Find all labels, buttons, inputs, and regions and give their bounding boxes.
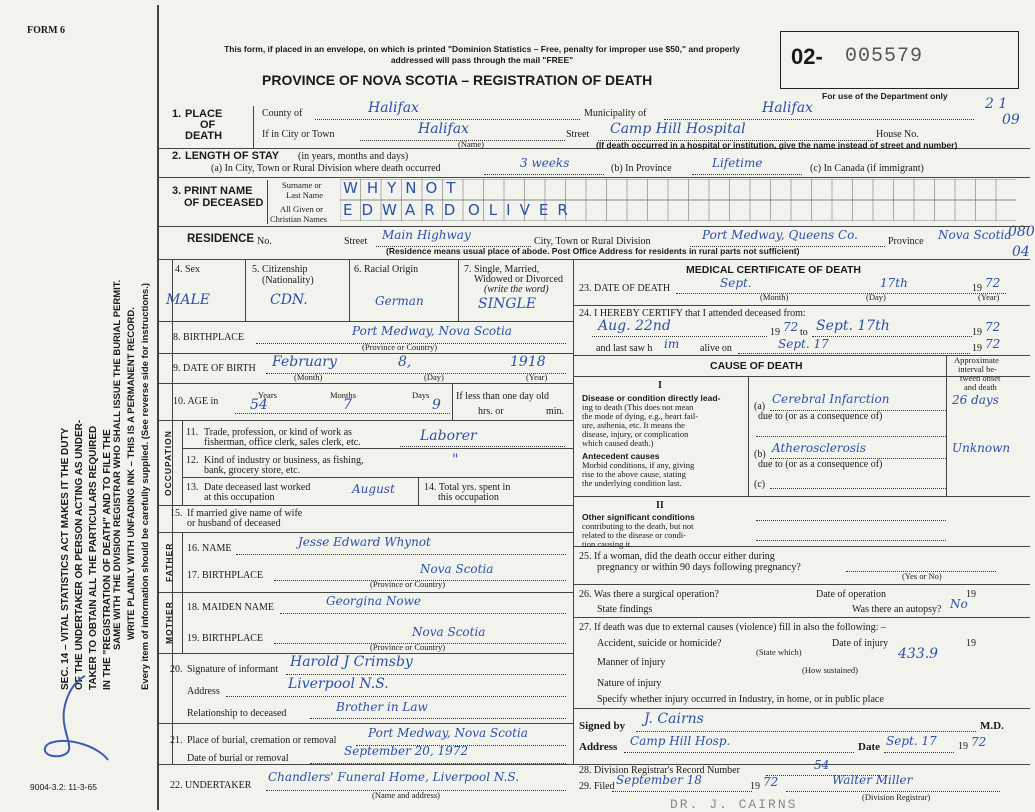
manner-code: 433.9	[898, 646, 939, 662]
residence-label: RESIDENCE	[187, 233, 255, 245]
occupation-side-label: OCCUPATION	[163, 430, 173, 496]
last-saw-year: 72	[985, 337, 1001, 351]
undertaker-value: Chandlers' Funeral Home, Liverpool N.S.	[268, 770, 520, 784]
registrar-caption: (Division Registrar)	[862, 792, 931, 802]
house-number-label: House No.	[876, 129, 919, 140]
q24-to-label: to	[800, 327, 808, 338]
burial-date-label: Date of burial or removal	[187, 753, 289, 764]
q23-month-caption: (Month)	[760, 292, 789, 302]
q23-month: Sept.	[720, 276, 752, 290]
antecedent-label-4: the underlying condition last.	[582, 478, 682, 488]
registration-prefix: 02-	[791, 44, 823, 69]
q29-year-prefix: 19	[750, 781, 760, 792]
hrs-label: hrs. or	[478, 406, 504, 417]
length-of-stay-num: 2.	[172, 150, 182, 162]
cause-of-death-header: CAUSE OF DEATH	[710, 360, 803, 372]
q11-num: 11.	[186, 427, 199, 438]
print-name-num: 3.	[172, 185, 182, 197]
given-label-2: Christian Names	[270, 214, 327, 224]
q26-label: 26. Was there a surgical operation?	[579, 589, 719, 600]
informant-address: Liverpool N.S.	[288, 676, 389, 692]
given-label-1: All Given or	[280, 204, 323, 214]
interval-header-3: tween onset	[960, 373, 1001, 383]
racial-origin-value: German	[375, 294, 424, 308]
alive-on-label: alive on	[700, 343, 732, 354]
cause-a-value: Cerebral Infarction	[772, 392, 890, 406]
interval-header-4: and death	[964, 382, 997, 392]
form-number: FORM 6	[27, 25, 66, 36]
scribble-mark	[30, 668, 120, 768]
q12-label-2: bank, grocery store, etc.	[204, 465, 301, 476]
county-label: County of	[262, 108, 303, 119]
q23-year: 72	[985, 276, 1001, 290]
nature-label: Nature of injury	[597, 678, 662, 689]
q29-label: 29. Filed	[579, 781, 615, 792]
print-name-label: PRINT NAME	[184, 185, 253, 197]
relationship-value: Brother in Law	[336, 700, 428, 714]
q14-label-1: 14. Total yrs. spent in	[424, 482, 511, 493]
registration-number: 005579	[845, 45, 924, 68]
registration-number-box	[780, 31, 1019, 89]
cert-year-prefix: 19	[958, 741, 968, 752]
residence-note: (Residence means usual place of abode. Post Office Address for residents in rural parts not sufficient)	[386, 246, 800, 256]
sidebar-line-4: IN THE "REGISTRATION OF DEATH" AND TO FILE THE	[102, 429, 113, 690]
q25-caption: (Yes or No)	[902, 571, 942, 581]
interval-header-1: Approximate	[954, 355, 999, 365]
informant-sig-label: Signature of informant	[187, 664, 279, 675]
residence-province-label: Province	[888, 236, 924, 247]
cause-a-label: (a)	[754, 401, 766, 412]
other-label-3: related to the disease or condi-	[582, 530, 687, 540]
q15-num: 15.	[170, 508, 183, 519]
antecedent-label-2: Morbid conditions, if any, giving	[582, 460, 695, 470]
cert-date-value: Sept. 17	[886, 734, 937, 748]
mother-birthplace-caption: (Province or Country)	[370, 642, 446, 652]
state-which-caption: (State which)	[756, 647, 802, 657]
other-label-1: Other significant conditions	[582, 512, 695, 522]
dob-year-caption: (Year)	[526, 372, 548, 382]
q14-label-2: this occupation	[438, 492, 499, 503]
mail-notice: This form, if placed in an envelope, on which is printed "Dominion Statistics – Free, penalty for improper use $50," and properly addressed will pass through the mail "FREE"	[224, 44, 740, 65]
marital-label-3: (write the word)	[484, 284, 549, 295]
q13-value: August	[352, 482, 395, 496]
place-label: PLACE	[185, 108, 223, 120]
due-to-label-a: due to (or as a consequence of)	[758, 411, 883, 422]
street-value: Camp Hill Hospital	[610, 121, 746, 137]
dob-day: 8,	[398, 354, 412, 370]
autopsy-label: Was there an autopsy?	[852, 604, 942, 615]
autopsy-value: No	[950, 597, 968, 611]
relationship-label: Relationship to deceased	[187, 708, 287, 719]
sidebar-line-3: TAKER TO OBTAIN ALL THE PARTICULARS REQUIRED	[88, 425, 99, 690]
specify-label: Specify whether injury occurred in Industry, in home, or in public place	[597, 694, 884, 705]
of-label: OF	[200, 119, 216, 131]
q12-value: "	[452, 452, 459, 468]
disease-label-4: ure, asthenia, etc. It means the	[582, 420, 685, 430]
q24-from: Aug. 22nd	[598, 318, 671, 334]
place-of-death-num: 1.	[172, 108, 182, 120]
other-label-2: contributing to the death, but not	[582, 521, 694, 531]
q28-value: 54	[814, 758, 830, 772]
birthplace-value: Port Medway, Nova Scotia	[352, 324, 512, 338]
q13-label-1: Date deceased last worked	[204, 482, 311, 493]
dob-label: 9. DATE OF BIRTH	[173, 363, 256, 374]
of-deceased-label: OF DECEASED	[184, 197, 264, 209]
age-years-value: 54	[250, 397, 268, 413]
municipality-value: Halifax	[762, 100, 813, 116]
father-name-value: Jesse Edward Whynot	[298, 535, 431, 549]
citizenship-label-1: 5. Citizenship	[252, 264, 308, 275]
how-sustained-caption: (How sustained)	[802, 665, 858, 675]
residence-city-label: City, Town or Rural Division	[534, 236, 651, 247]
injury-date-label: Date of injury	[832, 638, 889, 649]
father-birthplace-caption: (Province or Country)	[370, 579, 446, 589]
last-saw-label: and last saw h	[596, 343, 653, 354]
sidebar-line-6: WRITE PLAINLY WITH UNFADING INK – THIS IS A PERMANENT RECORD.	[126, 307, 137, 640]
mother-maiden-label: 18. MAIDEN NAME	[187, 602, 274, 613]
disease-label-2: ing to death (This does not mean	[582, 402, 694, 412]
other-label-4: tion causing it.	[582, 539, 633, 549]
sidebar-line-2: OF THE UNDERTAKER OR PERSON ACTING AS UNDER-	[74, 419, 85, 690]
hospital-note: (If death occurred in a hospital or institution, give the name instead of street and number)	[596, 140, 958, 150]
sex-label: 4. Sex	[175, 264, 200, 275]
cause-b-label: (b)	[754, 449, 766, 460]
age-label: 10. AGE in	[173, 396, 219, 407]
cert-address-value: Camp Hill Hosp.	[630, 734, 731, 748]
residence-street-label: Street	[344, 236, 368, 247]
undertaker-label: 22. UNDERTAKER	[170, 780, 252, 791]
disease-label-5: disease, injury, or complication	[582, 429, 689, 439]
mother-maiden-value: Georgina Nowe	[326, 594, 421, 608]
dob-month-caption: (Month)	[294, 372, 323, 382]
sidebar-line-1: SEC. 14 – VITAL STATISTICS ACT MAKES IT THE DUTY	[60, 427, 71, 690]
less-than-day-label: If less than one day old	[456, 391, 550, 402]
death-label: DEATH	[185, 130, 223, 142]
q11-label-1: Trade, profession, or kind of work as	[204, 427, 352, 438]
q24-to-year: 72	[985, 320, 1001, 334]
age-months-label: Months	[330, 390, 356, 400]
sidebar-line-7: Every item of information should be carefully supplied. (See reverse side for instructions.)	[140, 282, 151, 690]
mother-birthplace-value: Nova Scotia	[412, 625, 486, 639]
doctor-stamp: DR. J. CAIRNS	[670, 797, 798, 812]
cause-b-value: Atherosclerosis	[772, 441, 867, 455]
q23-day-caption: (Day)	[866, 292, 886, 302]
mother-birthplace-label: 19. BIRTHPLACE	[187, 633, 264, 644]
q24-from-year: 72	[783, 320, 799, 334]
manner-label: Manner of injury	[597, 657, 666, 668]
marital-label-1: 7. Single, Married,	[464, 264, 540, 275]
state-findings-label: State findings	[597, 604, 653, 615]
residence-no-label: No.	[257, 236, 272, 247]
father-side-label: FATHER	[164, 542, 174, 582]
surname-label-2: Last Name	[286, 190, 324, 200]
citizenship-label-2: (Nationality)	[262, 275, 314, 286]
signed-by-value: J. Cairns	[644, 711, 704, 727]
age-days-value: 9	[432, 397, 441, 413]
city-value: Halifax	[418, 121, 469, 137]
cause-part-2: II	[656, 500, 664, 511]
stay-b-value: Lifetime	[712, 156, 763, 170]
dept-code-2: 09	[1002, 112, 1020, 128]
dept-code-3: 080	[1008, 224, 1035, 240]
footer-code: 9004-3.2: 11-3-65	[30, 782, 97, 792]
cause-a-interval: 26 days	[952, 393, 999, 407]
disease-label-6: which caused death.)	[582, 438, 654, 448]
disease-label-3: the mode of dying, e.g., heart fail-	[582, 411, 699, 421]
q24-to-year-prefix: 19	[972, 327, 982, 338]
cause-c-label: (c)	[754, 479, 766, 490]
q20-num: 20.	[170, 664, 183, 675]
cause-b-interval: Unknown	[952, 441, 1011, 455]
form-title: PROVINCE OF NOVA SCOTIA – REGISTRATION OF DEATH	[262, 72, 653, 88]
interval-header-2: interval be-	[958, 364, 997, 374]
informant-address-label: Address	[187, 686, 220, 697]
birthplace-label: 8. BIRTHPLACE	[173, 332, 245, 343]
residence-city-value: Port Medway, Queens Co.	[702, 228, 858, 242]
cert-year: 72	[971, 735, 987, 749]
municipality-label: Municipality of	[584, 108, 647, 119]
q13-label-2: at this occupation	[204, 492, 275, 503]
dept-use-label: For use of the Department only	[822, 91, 948, 101]
q11-label-2: fisherman, office clerk, sales clerk, etc.	[204, 437, 361, 448]
md-label: M.D.	[980, 720, 1004, 732]
length-of-stay-unit: (in years, months and days)	[298, 151, 409, 162]
medical-header: MEDICAL CERTIFICATE OF DEATH	[686, 264, 861, 276]
father-birthplace-label: 17. BIRTHPLACE	[187, 570, 264, 581]
sex-value: MALE	[166, 292, 210, 308]
county-value: Halifax	[368, 100, 419, 116]
residence-street-value: Main Highway	[382, 228, 471, 242]
injury-year-prefix: 19	[966, 638, 976, 649]
stay-c-label: (c) In Canada (if immigrant)	[810, 163, 924, 174]
dob-year: 1918	[510, 354, 546, 370]
q25-label-1: 25. If a woman, did the death occur either during	[579, 551, 775, 562]
q12-num: 12.	[186, 455, 199, 466]
city-name-caption: (Name)	[458, 139, 484, 149]
q15-label-2: or husband of deceased	[187, 518, 281, 529]
q23-label: 23. DATE OF DEATH	[579, 283, 671, 294]
last-saw-date: Sept. 17	[778, 337, 829, 351]
marital-value: SINGLE	[478, 296, 537, 312]
q29-date: September 18	[616, 773, 702, 787]
cause-part-1: I	[658, 380, 662, 391]
racial-origin-label: 6. Racial Origin	[354, 264, 419, 275]
street-label: Street	[566, 129, 590, 140]
father-name-label: 16. NAME	[187, 543, 232, 554]
q24-label: 24. I HEREBY CERTIFY that I attended deceased from:	[579, 308, 806, 319]
citizenship-value: CDN.	[270, 292, 308, 308]
q11-value: Laborer	[420, 428, 477, 444]
q26-year-prefix: 19	[966, 589, 976, 600]
q24-from-year-prefix: 19	[770, 327, 780, 338]
due-to-label-b: due to (or as a consequence of)	[758, 459, 883, 470]
disease-label-1: Disease or condition directly lead-	[582, 393, 721, 403]
registrar-signature: Walter Miller	[832, 773, 913, 787]
antecedent-label-3: rise to the above cause, stating	[582, 469, 686, 479]
city-label: If in City or Town	[262, 129, 335, 140]
given-name-2-value: OLIVER	[468, 201, 577, 219]
marital-label-2: Widowed or Divorced	[474, 274, 564, 285]
dob-month: February	[272, 354, 337, 370]
q13-num: 13.	[186, 482, 199, 493]
age-days-label: Days	[412, 390, 430, 400]
mother-side-label: MOTHER	[164, 601, 174, 644]
signed-by-label: Signed by	[579, 720, 626, 732]
q27-label: 27. If death was due to external causes (violence) fill in also the following: –	[579, 622, 886, 633]
last-saw-year-prefix: 19	[972, 343, 982, 354]
last-saw-him: im	[664, 337, 680, 351]
stay-a-value: 3 weeks	[520, 156, 570, 170]
dob-day-caption: (Day)	[424, 372, 444, 382]
q28-label: 28. Division Registrar's Record Number	[579, 765, 740, 776]
stay-a-label: (a) In City, Town or Rural Division where death occurred	[211, 163, 441, 174]
residence-province-value: Nova Scotia	[938, 228, 1012, 242]
q23-year-caption: (Year)	[978, 292, 1000, 302]
q21-num: 21.	[170, 735, 183, 746]
cert-address-label: Address	[579, 741, 618, 753]
stay-b-label: (b) In Province	[611, 163, 672, 174]
surname-value: WHYNOT	[343, 179, 465, 197]
burial-place-value: Port Medway, Nova Scotia	[368, 726, 528, 740]
q24-to: Sept. 17th	[816, 318, 890, 334]
q23-year-prefix: 19	[972, 283, 982, 294]
q12-label-1: Kind of industry or business, as fishing,	[204, 455, 364, 466]
age-months-value: 7	[343, 397, 352, 413]
q23-day: 17th	[880, 276, 908, 290]
accident-label: Accident, suicide or homicide?	[597, 638, 722, 649]
q29-year: 72	[763, 775, 779, 789]
informant-signature: Harold J Crimsby	[290, 654, 413, 670]
q25-label-2: pregnancy or within 90 days following pregnancy?	[597, 562, 801, 573]
dept-code-1: 2 1	[985, 96, 1008, 112]
min-label: min.	[546, 406, 565, 417]
sidebar-line-5: SAME WITH THE DIVISION REGISTRAR WHO SHALL ISSUE THE BURIAL PERMIT.	[112, 279, 123, 650]
surname-label-1: Surname or	[282, 180, 322, 190]
cert-date-label: Date	[858, 741, 880, 753]
dept-code-4: 04	[1012, 244, 1030, 260]
q26-date-label: Date of operation	[816, 589, 886, 600]
father-birthplace-value: Nova Scotia	[420, 562, 494, 576]
length-of-stay-label: LENGTH OF STAY	[185, 150, 280, 162]
undertaker-caption: (Name and address)	[372, 790, 440, 800]
burial-place-label: Place of burial, cremation or removal	[187, 735, 337, 746]
burial-date-value: September 20, 1972	[344, 744, 469, 758]
antecedent-label-1: Antecedent causes	[582, 451, 660, 461]
birthplace-caption: (Province or Country)	[362, 342, 438, 352]
given-name-1-value: EDWARD	[343, 201, 465, 219]
q15-label-1: If married give name of wife	[187, 508, 303, 519]
age-years-label: Years	[258, 390, 277, 400]
